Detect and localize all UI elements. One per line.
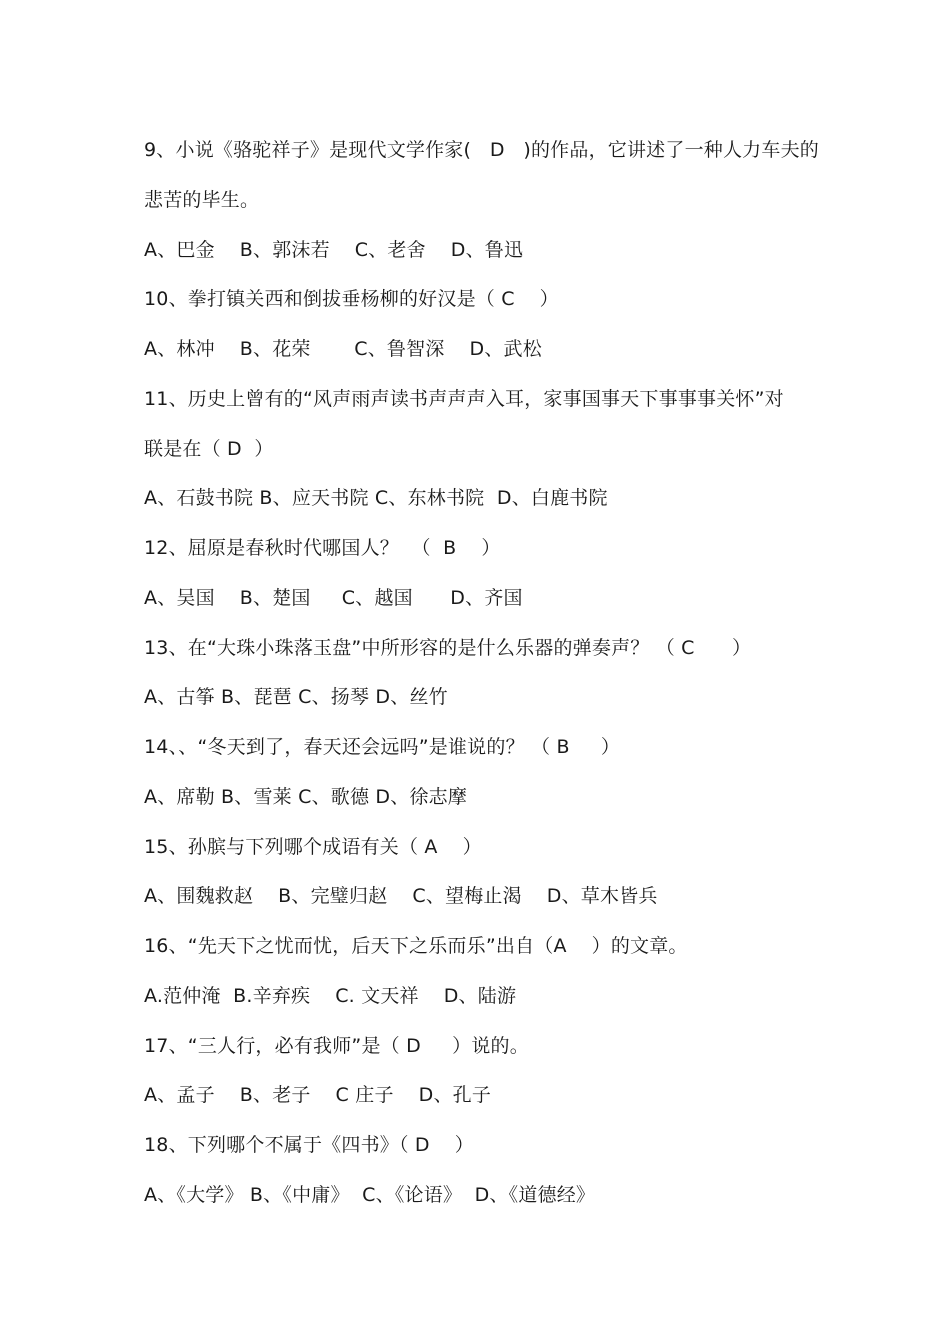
question-14: 14、、“冬天到了，春天还会远吗”是谁说的？ （ B ） xyxy=(144,736,621,758)
question-13-options: A、古筝 B、琵琶 C、扬琴 D、丝竹 xyxy=(144,686,448,708)
question-11-line-2: 联是在（ D ） xyxy=(144,438,274,460)
question-15-options: A、围魏救赵 B、完璧归赵 C、望梅止渴 D、草木皆兵 xyxy=(144,885,658,907)
question-9-options: A、巴金 B、郭沫若 C、老舍 D、鲁迅 xyxy=(144,239,524,261)
question-18-options: A、《大学》 B、《中庸》 C、《论语》 D、《道德经》 xyxy=(144,1184,596,1206)
question-16: 16、“先天下之忧而忧，后天下之乐而乐”出自（A ）的文章。 xyxy=(144,935,688,957)
question-9-line-1: 9、小说《骆驼祥子》是现代文学作家( D )的作品，它讲述了一种人力车夫的 xyxy=(144,139,819,161)
question-12: 12、屈原是春秋时代哪国人？ （ B ） xyxy=(144,537,501,559)
question-11-options: A、石鼓书院 B、应天书院 C、东林书院 D、白鹿书院 xyxy=(144,487,608,509)
question-9-line-2: 悲苦的毕生。 xyxy=(144,189,260,211)
question-11-line-1: 11、历史上曾有的“风声雨声读书声声声入耳，家事国事天下事事事关怀”对 xyxy=(144,388,784,410)
question-17-options: A、孟子 B、老子 C 庄子 D、孔子 xyxy=(144,1084,492,1106)
question-15: 15、孙膑与下列哪个成语有关（ A ） xyxy=(144,836,482,858)
question-14-options: A、席勒 B、雪莱 C、歌德 D、徐志摩 xyxy=(144,786,468,808)
question-18: 18、下列哪个不属于《四书》（ D ） xyxy=(144,1134,474,1156)
question-12-options: A、吴国 B、楚国 C、越国 D、齐国 xyxy=(144,587,523,609)
question-13: 13、在“大珠小珠落玉盘”中所形容的是什么乐器的弹奏声？ （ C ） xyxy=(144,637,752,659)
question-16-options: A.范仲淹 B.辛弃疾 C. 文天祥 D、陆游 xyxy=(144,985,517,1007)
question-17: 17、“三人行，必有我师”是（ D ）说的。 xyxy=(144,1035,529,1057)
question-10: 10、拳打镇关西和倒拔垂杨柳的好汉是（ C ） xyxy=(144,288,559,310)
question-10-options: A、林冲 B、花荣 C、鲁智深 D、武松 xyxy=(144,338,542,360)
